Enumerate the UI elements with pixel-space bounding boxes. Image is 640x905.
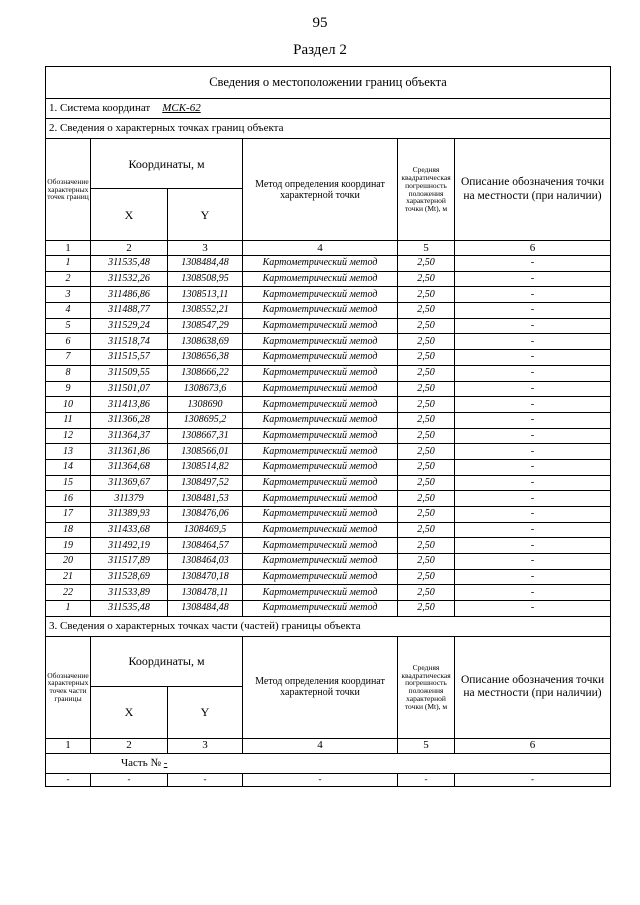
point-y: 1308481,53 <box>168 491 243 507</box>
point-x: 311433,68 <box>91 522 168 538</box>
point-number: 11 <box>46 412 91 428</box>
col-number: 3 <box>168 241 243 256</box>
point-mt: 2,50 <box>398 350 455 366</box>
point-method: Картометрический метод <box>243 334 398 350</box>
point-method: Картометрический метод <box>243 601 398 617</box>
point-method: Картометрический метод <box>243 444 398 460</box>
point-number: 8 <box>46 365 91 381</box>
point-x: 311366,28 <box>91 412 168 428</box>
point-description: - <box>455 522 611 538</box>
point-x: 311364,68 <box>91 459 168 475</box>
table-row <box>46 475 611 491</box>
table-row <box>46 365 611 381</box>
point-method: Картометрический метод <box>243 303 398 319</box>
col-error: Средняя квадратическая погрешность положения характерной точки (Mt), м <box>398 139 455 241</box>
point-description: - <box>455 507 611 523</box>
table-row <box>46 601 611 617</box>
point-description: - <box>455 412 611 428</box>
point-number: 18 <box>46 522 91 538</box>
point-mt: 2,50 <box>398 397 455 413</box>
table-row <box>46 303 611 319</box>
point-y: 1308464,57 <box>168 538 243 554</box>
table-row <box>46 381 611 397</box>
parts-heading: 3. Сведения о характерных точках части (частей) границы объекта <box>46 616 611 636</box>
col-point-label: Обозначение характерных точек границ <box>46 139 91 241</box>
col-number: 6 <box>455 241 611 256</box>
col-number: 5 <box>398 738 455 753</box>
point-mt: 2,50 <box>398 287 455 303</box>
point-x: 311488,77 <box>91 303 168 319</box>
point-y: 1308667,31 <box>168 428 243 444</box>
col-number: 2 <box>91 738 168 753</box>
table-row <box>46 507 611 523</box>
point-number: 3 <box>46 287 91 303</box>
point-mt: 2,50 <box>398 256 455 272</box>
point-mt: 2,50 <box>398 538 455 554</box>
point-x: 311492,19 <box>91 538 168 554</box>
point-mt: 2,50 <box>398 303 455 319</box>
point-number: 7 <box>46 350 91 366</box>
point-number: 13 <box>46 444 91 460</box>
point-description: - <box>455 287 611 303</box>
point-mt: 2,50 <box>398 428 455 444</box>
point-description: - <box>455 256 611 272</box>
point-number: 14 <box>46 459 91 475</box>
point-y: 1308497,52 <box>168 475 243 491</box>
point-number: 15 <box>46 475 91 491</box>
coord-system-value: МСК-62 <box>162 102 201 114</box>
point-method: Картометрический метод <box>243 459 398 475</box>
table-row <box>46 554 611 570</box>
point-method: Картометрический метод <box>243 569 398 585</box>
point-method: Картометрический метод <box>243 522 398 538</box>
point-x: 311529,24 <box>91 318 168 334</box>
col-number: 4 <box>243 738 398 753</box>
point-x: 311535,48 <box>91 256 168 272</box>
point-x: 311528,69 <box>91 569 168 585</box>
point-y: 1308478,11 <box>168 585 243 601</box>
point-y: 1308469,5 <box>168 522 243 538</box>
part-cell: - <box>243 773 398 786</box>
point-mt: 2,50 <box>398 491 455 507</box>
table-title: Сведения о местоположении границ объекта <box>46 67 611 99</box>
point-description: - <box>455 318 611 334</box>
point-description: - <box>455 303 611 319</box>
point-description: - <box>455 459 611 475</box>
point-y: 1308638,69 <box>168 334 243 350</box>
col-part-description: Описание обозначения точки на местности (при наличии) <box>455 636 611 738</box>
point-description: - <box>455 350 611 366</box>
point-y: 1308484,48 <box>168 601 243 617</box>
point-x: 311518,74 <box>91 334 168 350</box>
part-cell: - <box>91 773 168 786</box>
point-mt: 2,50 <box>398 475 455 491</box>
point-y: 1308476,06 <box>168 507 243 523</box>
part-label: Часть № <box>121 756 161 769</box>
point-description: - <box>455 397 611 413</box>
point-number: 5 <box>46 318 91 334</box>
boundary-table <box>45 66 611 787</box>
point-number: 16 <box>46 491 91 507</box>
point-description: - <box>455 381 611 397</box>
point-mt: 2,50 <box>398 318 455 334</box>
point-y: 1308547,29 <box>168 318 243 334</box>
col-number: 4 <box>243 241 398 256</box>
point-method: Картометрический метод <box>243 318 398 334</box>
point-method: Картометрический метод <box>243 428 398 444</box>
col-part-y: Y <box>168 686 243 738</box>
point-mt: 2,50 <box>398 271 455 287</box>
point-x: 311486,86 <box>91 287 168 303</box>
point-method: Картометрический метод <box>243 397 398 413</box>
point-number: 4 <box>46 303 91 319</box>
col-number: 3 <box>168 738 243 753</box>
point-mt: 2,50 <box>398 444 455 460</box>
point-number: 19 <box>46 538 91 554</box>
point-method: Картометрический метод <box>243 538 398 554</box>
col-number: 5 <box>398 241 455 256</box>
table-row <box>46 491 611 507</box>
coord-system-label: 1. Система координат <box>49 102 151 114</box>
points-heading: 2. Сведения о характерных точках границ объекта <box>46 119 611 139</box>
point-method: Картометрический метод <box>243 365 398 381</box>
col-number: 2 <box>91 241 168 256</box>
point-y: 1308673,6 <box>168 381 243 397</box>
point-mt: 2,50 <box>398 601 455 617</box>
point-number: 2 <box>46 271 91 287</box>
col-description: Описание обозначения точки на местности (при наличии) <box>455 139 611 241</box>
point-number: 6 <box>46 334 91 350</box>
column-numbers-row <box>46 241 611 256</box>
point-description: - <box>455 601 611 617</box>
point-mt: 2,50 <box>398 412 455 428</box>
point-x: 311533,89 <box>91 585 168 601</box>
point-description: - <box>455 554 611 570</box>
point-description: - <box>455 475 611 491</box>
point-method: Картометрический метод <box>243 381 398 397</box>
point-number: 1 <box>46 601 91 617</box>
point-y: 1308508,95 <box>168 271 243 287</box>
col-coords: Координаты, м <box>91 139 243 189</box>
point-method: Картометрический метод <box>243 287 398 303</box>
point-description: - <box>455 585 611 601</box>
col-number: 1 <box>46 241 91 256</box>
point-x: 311379 <box>91 491 168 507</box>
point-method: Картометрический метод <box>243 491 398 507</box>
point-y: 1308666,22 <box>168 365 243 381</box>
point-method: Картометрический метод <box>243 475 398 491</box>
col-part-x: X <box>91 686 168 738</box>
table-row <box>46 428 611 444</box>
table-row <box>46 350 611 366</box>
col-number: 1 <box>46 738 91 753</box>
point-method: Картометрический метод <box>243 412 398 428</box>
table-row <box>46 256 611 272</box>
point-method: Картометрический метод <box>243 256 398 272</box>
point-x: 311361,86 <box>91 444 168 460</box>
point-method: Картометрический метод <box>243 271 398 287</box>
point-x: 311532,26 <box>91 271 168 287</box>
col-part-method: Метод определения координат характерной точки <box>243 636 398 738</box>
part-column-numbers-row <box>46 738 611 753</box>
point-mt: 2,50 <box>398 522 455 538</box>
point-x: 311515,57 <box>91 350 168 366</box>
point-mt: 2,50 <box>398 459 455 475</box>
point-number: 20 <box>46 554 91 570</box>
point-description: - <box>455 569 611 585</box>
col-method: Метод определения координат характерной точки <box>243 139 398 241</box>
table-row <box>46 334 611 350</box>
point-y: 1308552,21 <box>168 303 243 319</box>
point-description: - <box>455 491 611 507</box>
table-row <box>46 397 611 413</box>
point-x: 311369,67 <box>91 475 168 491</box>
point-x: 311535,48 <box>91 601 168 617</box>
point-mt: 2,50 <box>398 381 455 397</box>
col-number: 6 <box>455 738 611 753</box>
point-description: - <box>455 271 611 287</box>
point-method: Картометрический метод <box>243 554 398 570</box>
point-x: 311413,86 <box>91 397 168 413</box>
point-number: 22 <box>46 585 91 601</box>
point-x: 311509,55 <box>91 365 168 381</box>
point-number: 9 <box>46 381 91 397</box>
part-cell: - <box>46 773 91 786</box>
point-mt: 2,50 <box>398 507 455 523</box>
point-mt: 2,50 <box>398 554 455 570</box>
table-row <box>46 522 611 538</box>
point-y: 1308464,03 <box>168 554 243 570</box>
section-title: Раздел 2 <box>293 42 347 58</box>
point-y: 1308695,2 <box>168 412 243 428</box>
col-part-point-label: Обозначение характерных точек части границы <box>46 636 91 738</box>
point-description: - <box>455 334 611 350</box>
table-row <box>46 585 611 601</box>
point-x: 311517,89 <box>91 554 168 570</box>
point-y: 1308484,48 <box>168 256 243 272</box>
coord-system-row <box>46 99 611 119</box>
part-cell: - <box>168 773 243 786</box>
point-number: 12 <box>46 428 91 444</box>
col-part-coords: Координаты, м <box>91 636 243 686</box>
point-mt: 2,50 <box>398 365 455 381</box>
point-description: - <box>455 428 611 444</box>
point-x: 311501,07 <box>91 381 168 397</box>
point-number: 1 <box>46 256 91 272</box>
table-row <box>46 287 611 303</box>
point-number: 17 <box>46 507 91 523</box>
part-cell: - <box>398 773 455 786</box>
point-description: - <box>455 365 611 381</box>
point-description: - <box>455 444 611 460</box>
col-part-error: Средняя квадратическая погрешность положения характерной точки (Mt), м <box>398 636 455 738</box>
table-row <box>46 444 611 460</box>
part-row <box>46 773 611 786</box>
table-row <box>46 459 611 475</box>
part-number: - <box>163 756 168 769</box>
point-description: - <box>455 538 611 554</box>
point-mt: 2,50 <box>398 334 455 350</box>
point-method: Картометрический метод <box>243 507 398 523</box>
point-method: Картометрический метод <box>243 585 398 601</box>
table-row <box>46 318 611 334</box>
point-number: 10 <box>46 397 91 413</box>
point-y: 1308656,38 <box>168 350 243 366</box>
point-y: 1308513,11 <box>168 287 243 303</box>
point-method: Картометрический метод <box>243 350 398 366</box>
col-y: Y <box>168 189 243 241</box>
point-y: 1308566,01 <box>168 444 243 460</box>
part-label-row <box>46 753 611 773</box>
point-mt: 2,50 <box>398 585 455 601</box>
table-row <box>46 271 611 287</box>
point-mt: 2,50 <box>398 569 455 585</box>
table-row <box>46 569 611 585</box>
point-y: 1308470,18 <box>168 569 243 585</box>
table-row <box>46 412 611 428</box>
point-number: 21 <box>46 569 91 585</box>
table-row <box>46 538 611 554</box>
col-x: X <box>91 189 168 241</box>
point-y: 1308690 <box>168 397 243 413</box>
page-number: 95 <box>312 15 328 31</box>
point-x: 311389,93 <box>91 507 168 523</box>
point-x: 311364,37 <box>91 428 168 444</box>
point-y: 1308514,82 <box>168 459 243 475</box>
part-cell: - <box>455 773 611 786</box>
